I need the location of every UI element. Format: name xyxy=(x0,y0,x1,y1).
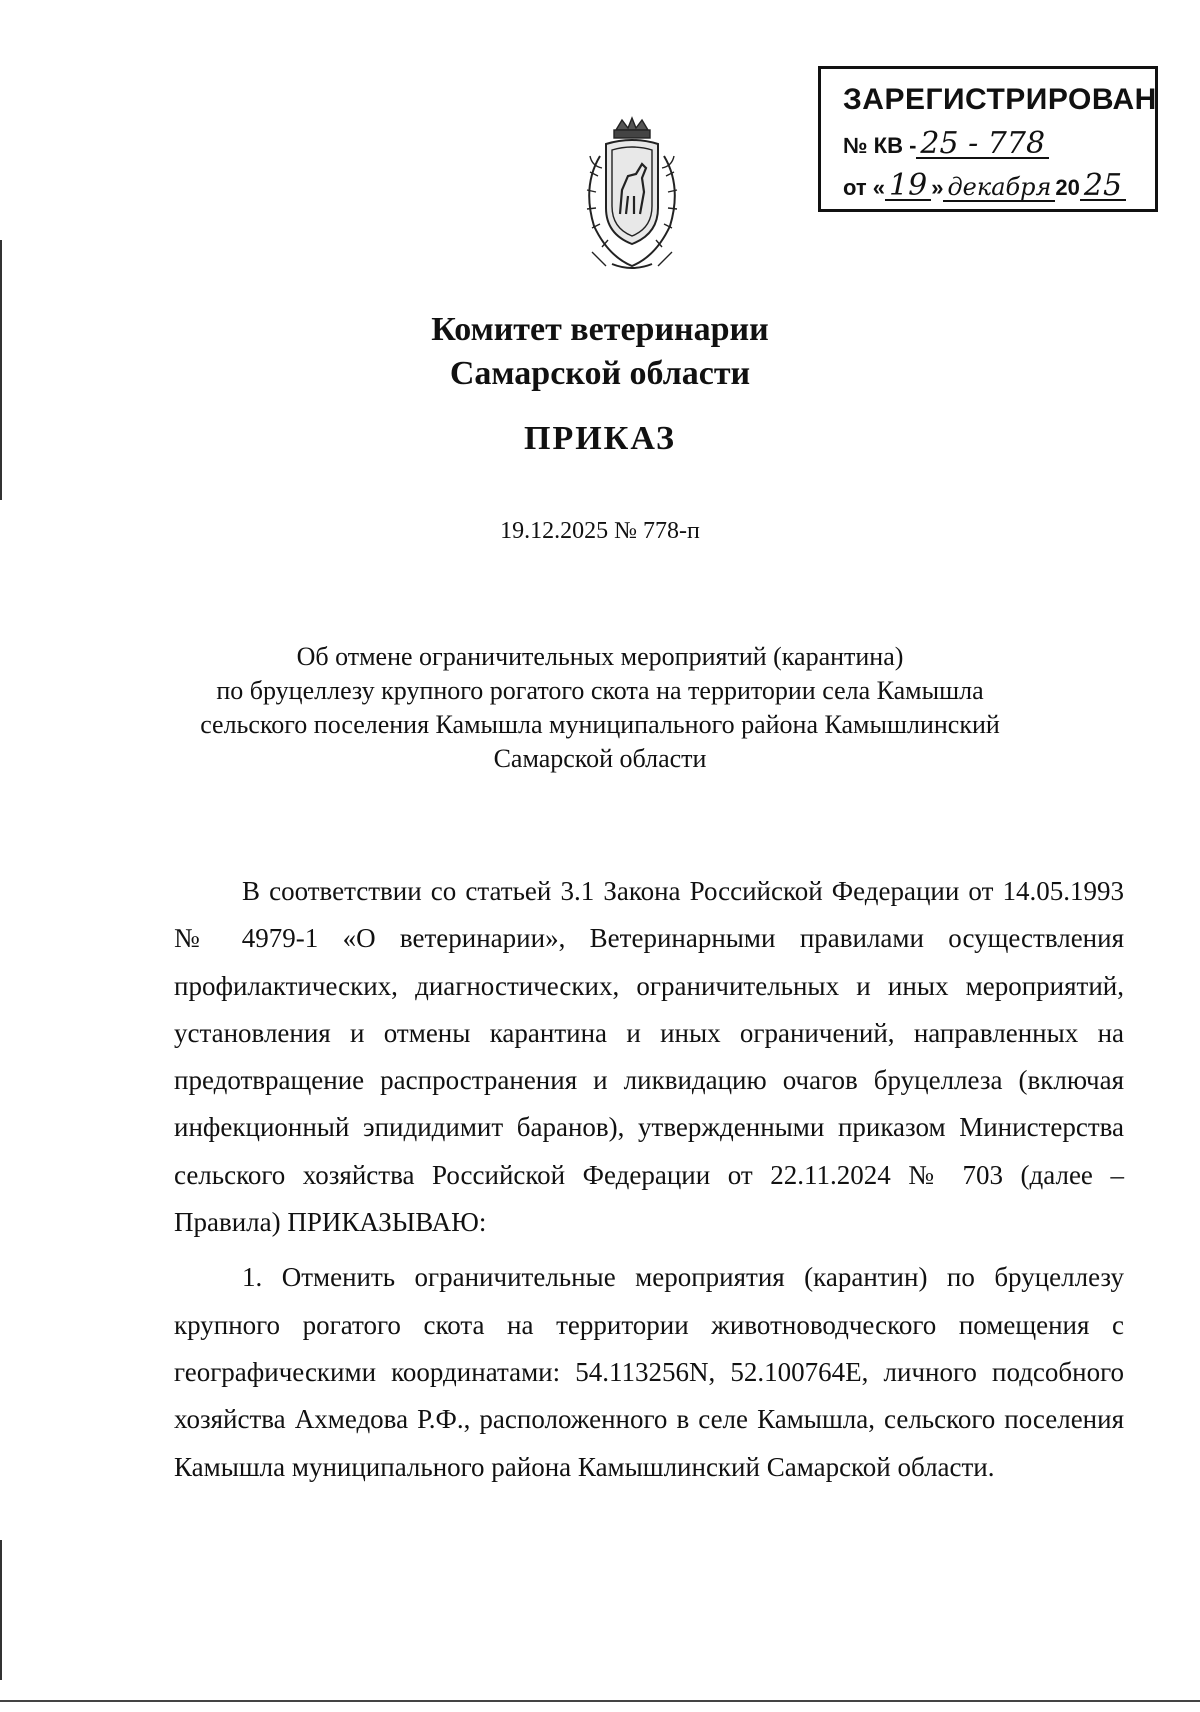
subject-line: Самарской области xyxy=(493,744,707,773)
samara-coat-of-arms-icon xyxy=(572,116,692,276)
body-paragraph-item-1: 1. Отменить ограничительные мероприятия (карантин) по бруцеллезу крупного рогатого скота на территории животноводческого помещения с географическими координатами: 54.113256N, 52.100764E, личного подсобного хозяйства Ахмедова Р.Ф., расположенного в селе Камышла, сельского поселения Камышла муниципального района Камышлинский Самарской области. xyxy=(174,1262,1124,1482)
stamp-date-day: 19 xyxy=(885,173,931,201)
document-type: ПРИКАЗ xyxy=(524,420,676,457)
stamp-date-row xyxy=(843,168,1126,203)
stamp-date-prefix: от « xyxy=(843,175,886,200)
subject-line: Об отмене ограничительных мероприятий (карантина) xyxy=(296,642,904,671)
scan-edge xyxy=(0,1700,1200,1702)
stamp-number-label: № КВ - xyxy=(843,133,917,158)
stamp-date-year-prefix: 20 xyxy=(1055,175,1080,200)
stamp-date-month: декабря xyxy=(943,174,1055,202)
organization-name-line1: Комитет ветеринарии xyxy=(431,311,769,348)
registration-stamp xyxy=(818,66,1158,212)
document-subject xyxy=(150,640,1050,776)
stamp-date-year: 25 xyxy=(1080,173,1126,201)
stamp-number-handwritten: 25 - 778 xyxy=(916,131,1049,159)
body-paragraph-preamble: В соответствии со статьей 3.1 Закона Российской Федерации от 14.05.1993 № 4979-1 «О ветеринарии», Ветеринарными правилами осуществления профилактических, диагностических, ограничительных и иных мероприятий, установления и отмены карантина и иных ограничений, направленных на предотвращение распространения и ликвидацию очагов бруцеллеза (включая инфекционный эпидидимит баранов), утвержденными приказом Министерства сельского хозяйства Российской Федерации от 22.11.2024 № 703 (далее – Правила) ПРИКАЗЫВАЮ: xyxy=(174,876,1124,1238)
organization-name-line2: Самарской области xyxy=(449,355,751,392)
stamp-number-row xyxy=(843,126,1049,161)
document-body xyxy=(174,868,1124,1491)
stamp-title: ЗАРЕГИСТРИРОВАН xyxy=(843,83,1157,116)
subject-line: по бруцеллезу крупного рогатого скота на территории села Камышла xyxy=(216,676,984,705)
scan-edge xyxy=(0,1540,2,1680)
document-date-number: 19.12.2025 № 778-п xyxy=(500,518,700,544)
stamp-date-mid: » xyxy=(931,175,944,200)
subject-line: сельского поселения Камышла муниципального района Камышлинский xyxy=(200,710,1000,739)
